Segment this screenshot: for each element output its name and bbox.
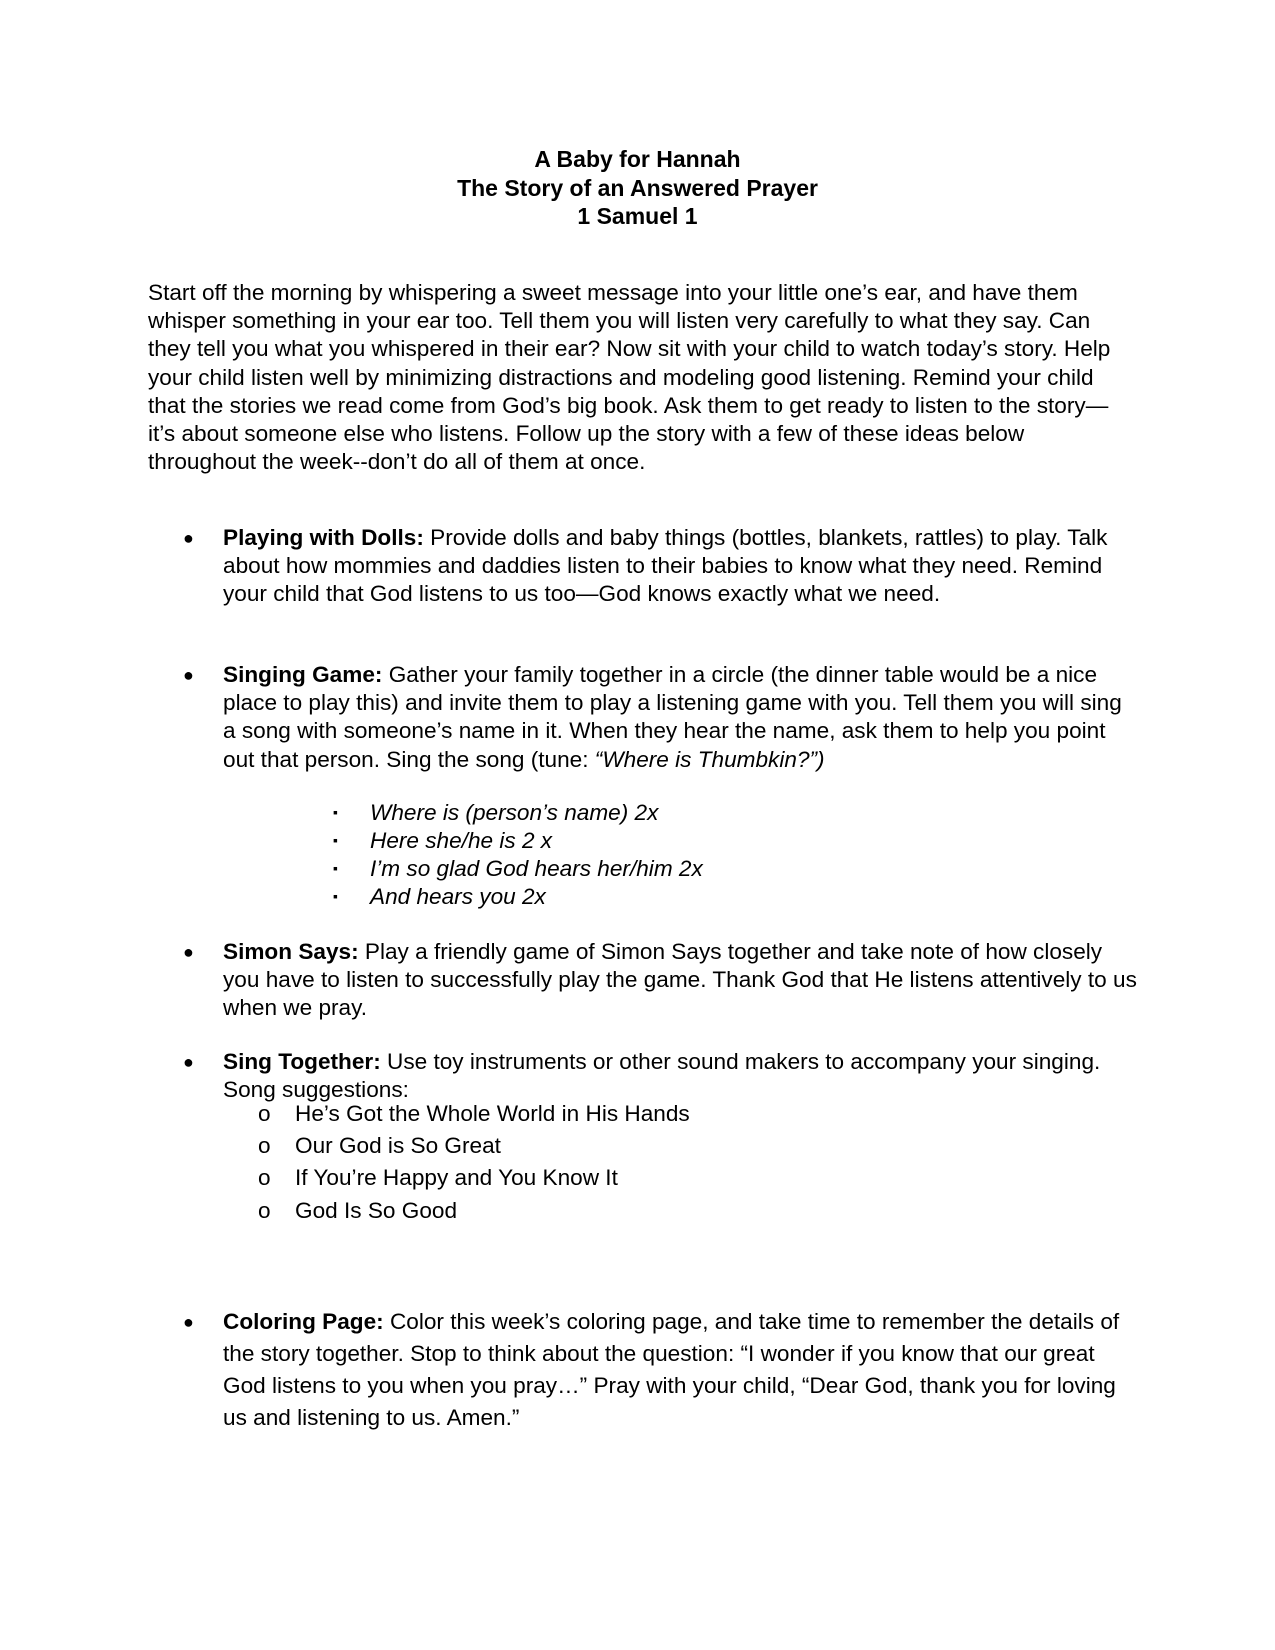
square-bullet-icon: ▪ [333,888,338,904]
song-suggestion: o He’s Got the Whole World in His Hands [258,1101,690,1126]
circle-bullet-icon: o [258,1165,271,1190]
activity-text: Color this week’s coloring page, and take time to remember the details of the story together. Stop to think about the question: “I wonder if you know that our great God listens to you when you pray…” Pray with your child, “Dear God, thank you for loving us and listening to us. Amen.” [223,1309,1120,1430]
song-line: ▪ Here she/he is 2 x [333,828,553,853]
activity-text: Provide dolls and baby things (bottles, blankets, rattles) to play. Talk about how mommies and daddies listen to their babies to know what they need. Remind your child that God listens to us too—God knows exactly what we need. [223,525,1108,607]
song-suggestion: o If You’re Happy and You Know It [258,1165,618,1190]
activity-text: Play a friendly game of Simon Says together and take note of how closely you have to listen to successfully play the game. Thank God that He listens attentively to us when we pray. [223,939,1137,1021]
activity-text: Use toy instruments or other sound makers to accompany your singing. Song suggestions: [223,1049,1101,1103]
activity-sing-together [183,1048,1138,1104]
song-suggestion: o Our God is So Great [258,1133,501,1158]
square-bullet-icon: ▪ [333,804,338,820]
bullet-icon: ● [183,665,194,685]
activity-heading: Playing with Dolls: [223,525,424,550]
activity-heading: Coloring Page: [223,1309,384,1334]
intro-paragraph: Start off the morning by whispering a sweet message into your little one’s ear, and have them whisper something in your ear too. Tell them you will listen very carefully to what they say. Can they tell you what you whispered in their ear? Now sit with your child to watch today’s story. Help your child listen well by minimizing distractions and modeling good listening. Remind your child that the stories we read come from God’s big book. Ask them to get ready to listen to the story—it’s about someone else who listens. Follow up the story with a few of these ideas below throughout the week--don’t do all of them at once. [148,280,1111,475]
activity-singing-game [183,661,1138,774]
circle-bullet-icon: o [258,1198,271,1223]
square-bullet-icon: ▪ [333,832,338,848]
activity-coloring-page [183,1306,1138,1434]
activity-simon-says [183,938,1138,1023]
bullet-icon: ● [183,528,194,548]
title-line-3: 1 Samuel 1 [577,203,698,229]
activity-heading: Simon Says: [223,939,359,964]
bullet-icon: ● [183,1312,194,1332]
circle-bullet-icon: o [258,1133,271,1158]
activity-heading: Singing Game: [223,662,383,687]
title-line-2: The Story of an Answered Prayer [457,174,818,201]
bullet-icon: ● [183,1052,194,1072]
song-line: ▪ I’m so glad God hears her/him 2x [333,856,703,881]
bullet-icon: ● [183,942,194,962]
activity-playing-with-dolls [183,524,1138,609]
title-line-1: A Baby for Hannah [534,146,741,172]
song-suggestion: o God Is So Good [258,1198,458,1223]
circle-bullet-icon: o [258,1101,271,1126]
song-line: ▪ And hears you 2x [333,884,546,909]
activity-heading: Sing Together: [223,1049,381,1074]
song-tune: “Where is Thumbkin?”) [594,746,825,772]
song-line: ▪ Where is (person’s name) 2x [333,800,659,825]
square-bullet-icon: ▪ [333,860,338,876]
activity-text: Gather your family together in a circle (the dinner table would be a nice place to play this) and invite them to play a listening game with you. Tell them you will sing a song with someone’s name in it. When they hear the name, ask them to help you point out that person. Sing the song (tune: [223,662,1122,772]
document-title [0,145,1275,231]
